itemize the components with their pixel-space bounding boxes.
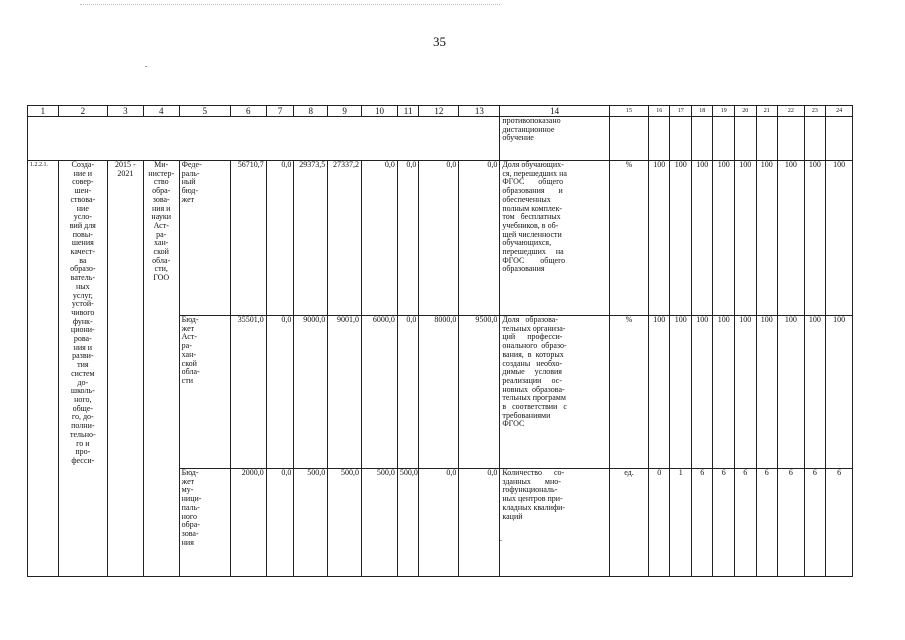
value-cell: 100 [670,161,692,316]
column-number-cell: 11 [397,106,419,117]
continuation-row [28,117,853,161]
value-cell: 100 [691,316,713,469]
table-row [28,161,853,316]
column-number-cell: 14 [500,106,610,117]
column-number-cell: 15 [610,106,649,117]
value-cell: 6 [826,469,853,577]
value-cell: 6 [756,469,778,577]
value-cell: 6 [735,469,757,577]
amount-cell: 9001,0 [328,316,362,469]
measure-name: Созда- ние и совер- шен- ствова- ние усло- вий для повы- шения качест- ва образо- ватель- ных услуг, устой- чивого функ- циони- рова- ния и разви- тия систем до- школь- ного, обще- го, до- полни- тельно- го и про- фесси- [58,161,107,577]
amount-cell: 0,0 [266,316,294,469]
value-cell: 100 [713,316,735,469]
column-number-cell: 24 [826,106,853,117]
value-cell: 100 [756,316,778,469]
amount-cell: 56710,7 [230,161,266,316]
column-number-cell: 22 [778,106,805,117]
empty-cell [610,117,649,161]
amount-cell: 0,0 [419,469,459,577]
column-number-cell: 12 [419,106,459,117]
value-cell: 100 [804,316,826,469]
column-number-cell: 6 [230,106,266,117]
value-cell: 6 [691,469,713,577]
value-cell: 100 [691,161,713,316]
amount-cell: 0,0 [419,161,459,316]
value-cell: 100 [804,161,826,316]
column-number-cell: 10 [362,106,398,117]
measure-executor: Ми- нистер- ство обра- зова- ния и науки Аст- ра- хан- ской обла- сти, ГОО [143,161,179,577]
funding-source: Феде- раль- ный бюд- жет [179,161,230,316]
funding-source: Бюд- жет Аст- ра- хан- ской обла- сти [179,316,230,469]
column-number-cell: 9 [328,106,362,117]
column-number-cell: 17 [670,106,692,117]
empty-cell [691,117,713,161]
amount-cell: 9000,0 [294,316,328,469]
program-table [27,105,853,577]
value-cell: 100 [735,316,757,469]
amount-cell: 500,0 [328,469,362,577]
scan-speck [145,66,147,67]
value-cell: 1 [670,469,692,577]
value-cell: 6 [713,469,735,577]
empty-cell [804,117,826,161]
amount-cell: 500,0 [397,469,419,577]
indicator-text: Количество со- зданных мно- гофункциональ- ных центров при- кладных квалифи- каций [500,469,610,577]
column-number-cell: 18 [691,106,713,117]
value-cell: 100 [826,161,853,316]
value-cell: 6 [778,469,805,577]
column-number-cell: 16 [648,106,670,117]
empty-cell [670,117,692,161]
amount-cell: 0,0 [397,316,419,469]
value-cell: 100 [826,316,853,469]
column-number-row [28,106,853,117]
value-cell: 6 [804,469,826,577]
empty-cell [756,117,778,161]
column-number-cell: 4 [143,106,179,117]
continuation-empty-cell [28,117,500,161]
amount-cell: 9500,0 [459,316,500,469]
empty-cell [826,117,853,161]
column-number-cell: 3 [107,106,143,117]
continuation-indicator: противопоказано дистанционное обучение [500,117,610,161]
amount-cell: 27337,2 [328,161,362,316]
value-cell: 100 [670,316,692,469]
column-number-cell: 8 [294,106,328,117]
page-number: 35 [433,34,446,49]
column-number-cell: 1 [28,106,59,117]
value-cell: 0 [648,469,670,577]
amount-cell: 8000,0 [419,316,459,469]
amount-cell: 0,0 [266,161,294,316]
amount-cell: 500,0 [294,469,328,577]
amount-cell: 0,0 [459,161,500,316]
value-cell: 100 [778,161,805,316]
value-cell: 100 [756,161,778,316]
amount-cell: 2000,0 [230,469,266,577]
column-number-cell: 20 [735,106,757,117]
amount-cell: 0,0 [459,469,500,577]
value-cell: 100 [778,316,805,469]
amount-cell: 500,0 [362,469,398,577]
column-number-cell: 23 [804,106,826,117]
amount-cell: 0,0 [266,469,294,577]
empty-cell [648,117,670,161]
value-cell: 100 [648,316,670,469]
amount-cell: 0,0 [397,161,419,316]
amount-cell: 29373,5 [294,161,328,316]
unit-cell: % [610,316,649,469]
unit-cell: ед. [610,469,649,577]
indicator-text: Доля обучающих- ся, перешедших на ФГОС общего образования и обеспеченных полным комплек- том бесплатных учебников, в об- щей численности обучающихся, перешедших на ФГОС общего образования [500,161,610,316]
column-number-cell: 5 [179,106,230,117]
unit-cell: % [610,161,649,316]
empty-cell [735,117,757,161]
value-cell: 100 [713,161,735,316]
scan-artifact-line [80,4,500,5]
amount-cell: 35501,0 [230,316,266,469]
column-number-cell: 7 [266,106,294,117]
funding-source: Бюд- жет му- ници- паль- ного обра- зова- ния [179,469,230,577]
empty-cell [713,117,735,161]
amount-cell: 6000,0 [362,316,398,469]
measure-period: 2015 - 2021 [107,161,143,577]
column-number-cell: 19 [713,106,735,117]
measure-code: 1.2.2.1. [28,161,59,577]
column-number-cell: 21 [756,106,778,117]
value-cell: 100 [735,161,757,316]
amount-cell: 0,0 [362,161,398,316]
empty-cell [778,117,805,161]
column-number-cell: 2 [58,106,107,117]
column-number-cell: 13 [459,106,500,117]
indicator-text: Доля образова- тельных организа- ций професси- онального образо- вания, в которых созданы необхо- димые условия реализации ос- новных образова- тельных программ в соответствии с требованиями ФГОС [500,316,610,469]
value-cell: 100 [648,161,670,316]
